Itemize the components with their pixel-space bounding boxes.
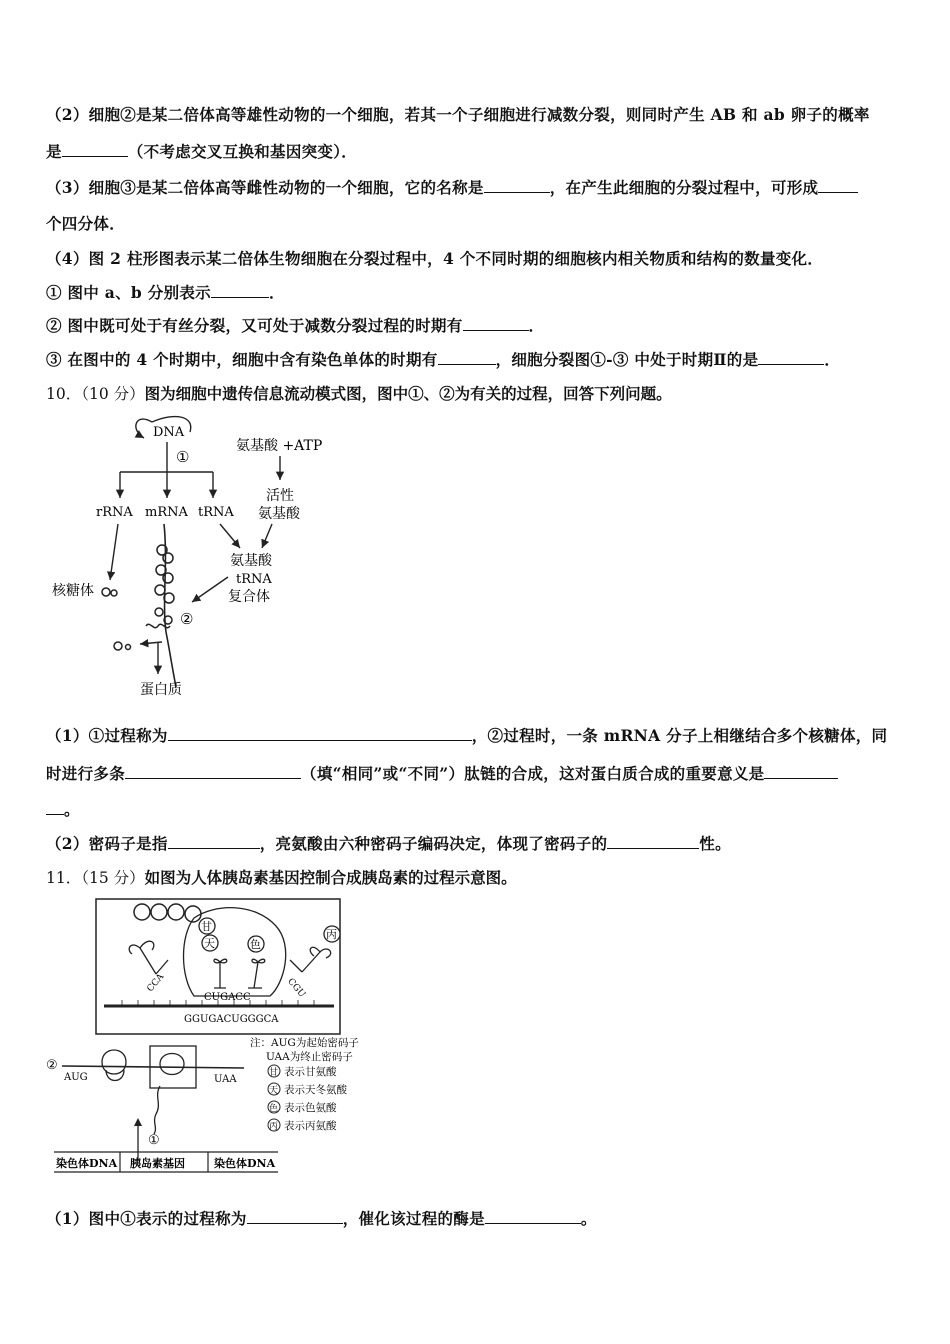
legend-gan-symbol: 甘 <box>269 1068 279 1078</box>
q9-part2-line1: （2）细胞②是某二倍体高等雄性动物的一个细胞，若其一个子细胞进行减数分裂，则同时产生 AB 和 ab 卵子的概率 <box>46 105 870 124</box>
q10-number: 10． <box>46 385 82 403</box>
answer-blank[interactable] <box>463 316 529 331</box>
label-step2: ② <box>46 1058 58 1073</box>
label-mrna: mRNA <box>145 505 188 520</box>
answer-blank[interactable] <box>247 1209 343 1224</box>
legend-tian-symbol: 天 <box>269 1086 279 1096</box>
q9-part2-text-b: （不考虑交叉互换和基因突变）． <box>127 142 358 161</box>
answer-blank[interactable] <box>168 726 472 741</box>
polypeptide-strand-icon <box>154 1086 160 1134</box>
q9-part4-sub2-text: ② 图中既可处于有丝分裂，又可处于减数分裂过程的时期有 <box>46 316 463 335</box>
q11-sub1-text-b: ，催化该过程的酶是 <box>342 1209 485 1228</box>
mrna-strand-icon <box>164 524 176 687</box>
q10-sub1-text-b: ，②过程时，一条 mRNA 分子上相继结合多个核糖体，同 <box>471 726 888 745</box>
q11-score: （15 分） <box>81 869 145 887</box>
label-trna: tRNA <box>198 505 234 520</box>
q9-part3-text-a: （3）细胞③是某二倍体高等雌性动物的一个细胞，它的名称是 <box>46 178 484 197</box>
label-uaa: UAA <box>214 1074 237 1085</box>
q9-part4-sub3-text-a: ③ 在图中的 4 个时期中，细胞中含有染色单体的时期有 <box>46 350 438 369</box>
ribosome-small-icons <box>102 1050 126 1081</box>
q10-heading <box>46 382 672 404</box>
legend-gan: 表示甘氨酸 <box>284 1066 337 1078</box>
note-start-codon: 注：AUG为起始密码子 <box>250 1037 359 1049</box>
answer-blank[interactable] <box>125 764 301 779</box>
q9-part4-sub3-text-b: ，细胞分裂图①-③ 中处于时期Ⅱ的是 <box>495 350 759 369</box>
insulin-translation-diagram <box>44 896 384 1176</box>
q10-sub1-text-d: （填“相同”或“不同”）肽链的合成，这对蛋白质合成的重要意义是 <box>301 764 765 783</box>
q10-sub2 <box>46 832 731 854</box>
label-active-aa-1: 活性 <box>266 488 294 504</box>
answer-blank[interactable] <box>485 1209 581 1224</box>
q10-sub2-text-a: （2）密码子是指 <box>46 834 168 853</box>
label-insulin-gene: 胰岛素基因 <box>130 1157 185 1170</box>
released-ribosome-icon <box>114 642 122 650</box>
answer-blank[interactable] <box>62 142 128 157</box>
label-aa-atp: 氨基酸 +ATP <box>236 438 323 454</box>
q10-sub1-line2 <box>46 762 838 784</box>
q10-sub1-line1 <box>46 724 887 746</box>
gene-expression-flow-diagram <box>40 412 360 702</box>
legend-se: 表示色氨酸 <box>284 1102 337 1114</box>
replication-loop-arrow <box>136 419 152 438</box>
label-rrna: rRNA <box>96 505 133 520</box>
q9-part4-sub2-end: ． <box>528 316 545 335</box>
answer-blank[interactable] <box>758 350 824 365</box>
label-step1: ① <box>148 1133 160 1148</box>
q9-part3-line2: 个四分体． <box>46 214 126 233</box>
label-active-aa-2: 氨基酸 <box>258 506 300 522</box>
q9-part4-sub3 <box>46 348 840 370</box>
label-step1: ① <box>176 448 190 466</box>
label-dna: DNA <box>153 425 185 440</box>
ribosome-icon <box>102 588 110 596</box>
label-mrna-seq: GGUGACUGGGCA <box>184 1014 279 1025</box>
q10-sub1-line3 <box>46 798 80 820</box>
answer-blank[interactable] <box>484 178 550 193</box>
q10-sub1-text-e: 。 <box>64 800 80 819</box>
legend-bing: 表示丙氨酸 <box>284 1120 337 1132</box>
q11-heading <box>46 866 517 888</box>
legend-tian: 表示天冬氨酸 <box>284 1084 347 1096</box>
label-anticodon-3: CGU <box>285 976 307 1000</box>
q9-part4-sub3-end: ． <box>824 350 841 369</box>
q10-sub2-text-b: ，亮氨酸由六种密码子编码决定，体现了密码子的 <box>259 834 608 853</box>
legend-se-symbol: 色 <box>269 1104 279 1114</box>
q9-part3-line1 <box>46 176 858 198</box>
answer-blank[interactable] <box>607 834 699 849</box>
label-aa-se: 色 <box>250 938 261 951</box>
label-protein: 蛋白质 <box>140 682 182 698</box>
q10-sub2-text-c: 性。 <box>699 834 731 853</box>
label-aug: AUG <box>64 1072 88 1083</box>
answer-blank[interactable] <box>168 834 260 849</box>
answer-blank[interactable] <box>764 764 838 779</box>
q9-part3-text-b: ，在产生此细胞的分裂过程中，可形成 <box>549 178 819 197</box>
q11-sub1 <box>46 1207 597 1229</box>
label-chrom-dna-left: 染色体DNA <box>56 1157 118 1170</box>
label-complex-3: 复合体 <box>228 589 270 605</box>
label-anticodon-2: CUGACC <box>204 992 251 1003</box>
q11-number: 11． <box>46 869 82 887</box>
q10-sub1-text-a: （1）①过程称为 <box>46 726 168 745</box>
label-ribosome: 核糖体 <box>52 583 94 599</box>
q10-score: （10 分） <box>81 385 145 403</box>
answer-blank[interactable] <box>211 283 269 298</box>
q9-part4: （4）图 2 柱形图表示某二倍体生物细胞在分裂过程中，4 个不同时期的细胞核内相关物质和结构的数量变化． <box>46 249 824 268</box>
label-complex-2: tRNA <box>236 572 272 587</box>
note-stop-codon: UAA为终止密码子 <box>266 1051 353 1063</box>
q11-stem: 如图为人体胰岛素基因控制合成胰岛素的过程示意图。 <box>144 868 517 887</box>
q11-sub1-text-c: 。 <box>580 1209 597 1228</box>
q9-part2-line2 <box>46 140 357 162</box>
q9-part4-sub1 <box>46 281 285 303</box>
label-chrom-dna-right: 染色体DNA <box>214 1157 276 1170</box>
label-anticodon-1: CCA <box>145 972 167 995</box>
q10-sub1-text-c: 时进行多条 <box>46 764 126 783</box>
q10-stem: 图为细胞中遗传信息流动模式图，图中①、②为有关的过程，回答下列问题。 <box>144 384 672 403</box>
label-aa-gan: 甘 <box>201 920 212 933</box>
q9-part4-sub1-text: ① 图中 a、b 分别表示 <box>46 283 211 302</box>
label-aa-tian: 天 <box>204 937 215 950</box>
legend-bing-symbol: 丙 <box>269 1122 279 1132</box>
q11-sub1-text-a: （1）图中①表示的过程称为 <box>46 1209 247 1228</box>
answer-blank[interactable] <box>438 350 496 365</box>
label-complex-1: 氨基酸 <box>230 553 272 569</box>
q9-part2-text-a: 是 <box>46 142 62 161</box>
answer-blank[interactable] <box>818 178 858 193</box>
answer-blank[interactable] <box>46 800 64 815</box>
polysome-icon <box>146 545 174 628</box>
label-aa-bing: 丙 <box>326 928 337 941</box>
peptide-chain-icon <box>134 904 201 922</box>
label-step2: ② <box>180 610 194 628</box>
ribosome-large-subunit-icon <box>184 908 286 996</box>
q9-part4-sub2 <box>46 314 544 336</box>
q9-part4-sub1-end: ． <box>268 283 285 302</box>
